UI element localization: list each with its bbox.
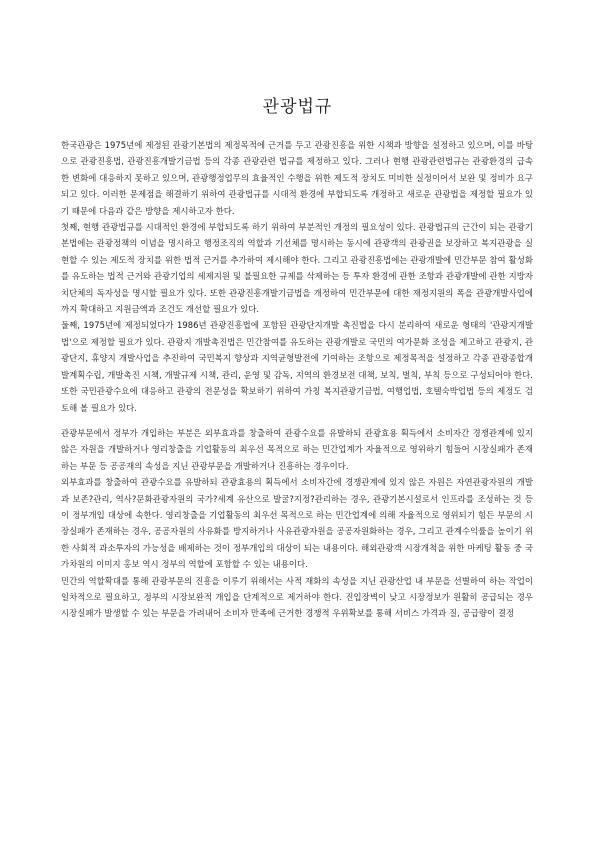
document-title: 관광법규 xyxy=(262,97,333,117)
paragraph-government-role: 관광부문에서 정부가 개입하는 부분은 외부효과를 창출하여 관광수요를 유발하되 관광효용 획득에서 소비자간 경쟁관계에 있지 않은 자원을 개발하거나 영리창출을 기업활동의 최우선 목적으로 하는 민간업계가 자율적으로 영위하기 힘들어 시장실패가 존재하는 부문 등 공공재의 속성을 지닌 관광부문을 개발하거나 진흥하는 경우이다. xyxy=(61,427,533,471)
paragraph-second: 둘째, 1975년에 제정되었다가 1986년 관광진흥법에 포함된 관광단지개발 촉진법을 다시 분리하여 새로운 형태의 '관광지개발법'으로 제정할 필요가 있다. 관광지 개발촉진법은 민간참여를 유도하는 관광개발로 국민의 여가문화 조성을 제고하고 관광지, 관광단지, 휴양지 개발사업을 추진하여 국민복지 향상과 지역균형발전에 기여하는 조항으로 제정목적을 설정하고 각종 관광종합개발계획수립, 개발촉진 시책, 개발규제 시책, 관리, 운영 및 감독, 지역의 환경보전 대책, 보칙, 벌칙, 부칙 등으로 구성되어야 한다. 또한 국민관광수요에 대응하고 관광의 전문성을 확보하기 위하여 가칭 복지관광기금법, 여행업법, 호텔숙박업법 등의 제정도 검토해 볼 필요가 있다. xyxy=(61,320,533,413)
paragraph-intro: 한국관광은 1975년에 제정된 관광기본법의 제정목적에 근거를 두고 관광진흥을 위한 시책과 방향을 설정하고 있으며, 이를 바탕으로 관광진흥법, 관광진흥개발기금법 등의 각종 관광관련 법규를 제정하고 있다. 그러나 현행 관광관련법규는 관광환경의 급속한 변화에 대응하지 못하고 있으며, 관광행정업무의 효율적인 수행을 위한 제도적 장치도 미비한 실정이어서 보완 및 정비가 요구되고 있다. 이러한 문제점을 해결하기 위하여 관광법규를 시대적 환경에 부합되도록 개정하고 새로운 관광법을 제정할 필요가 있기 때문에 다음과 같은 방향을 제시하고자 한다. xyxy=(61,140,533,216)
paragraph-external-effects: 외부효과를 창출하여 관광수요를 유발하되 관광효용의 획득에서 소비자간에 경쟁관계에 있지 않은 자원은 자연관광자원의 개발과 보존?관리, 역사?문화관광자원의 국가?세계 유산으로 발굴?지정?관리하는 경우, 관광기본시설로서 인프라를 조성하는 것 등이 정부개입 대상에 속한다. 영리창출을 기업활동의 최우선 목적으로 하는 민간업계에 의해 자율적으로 영위되기 힘든 부문의 시장실패가 존재하는 경우, 공공자원의 사유화를 방지하거나 사유관광자원을 공공자원화하는 경우, 그리고 관계수익률을 높이기 위한 사회적 과소투자의 가능성을 배제하는 것이 정부개입의 대상이 되는 내용이다. 해외관광객 시장개척을 위한 마케팅 활동 중 국가차원의 이미지 홍보 역시 정부의 역할에 포함할 수 있는 내용이다. xyxy=(61,477,533,570)
paragraph-private-role: 민간의 역할확대를 통해 관광부문의 진흥을 이루기 위해서는 사적 재화의 속성을 지닌 관광산업 내 부문을 선별하여 하는 작업이 일차적으로 필요하고, 정부의 시장보완적 개입을 단계적으로 제거하야 한다. 진입장벽이 낮고 시장정보가 원활히 공급되는 경우 시장실패가 발생할 수 있는 부문을 가려내어 소비자 만족에 근거한 경쟁적 우위확보를 통해 서비스 가격과 질, 공급량이 결정 xyxy=(61,575,533,619)
document-body xyxy=(61,137,533,622)
section-spacer xyxy=(61,416,533,425)
paragraph-first: 첫째, 현행 관광법규를 시대적인 환경에 부합되도록 하기 위하여 부분적인 개정의 필요성이 있다. 관광법규의 근간이 되는 관광기본법에는 관광정책의 이념을 명시하고 행정조직의 역할과 기선체를 명시하는 동시에 관광객의 관광권을 보장하고 복지관광을 실현할 수 있는 제도적 장치를 위한 법적 근거를 추가하여 제시해야 한다. 그리고 관광진흥법에는 관광개발에 민간부문 참여 활성화를 유도하는 법적 근거와 관광기업의 세제지원 및 불필요한 규제를 삭제하는 등 투자 환경에 관한 조항과 관광개발에 관한 지방자치단체의 독자성을 명시할 필요가 있다. 또한 관광진흥개발기금법을 개정하여 민간부문에 대한 재정지원의 폭을 관광개발사업에 까지 확대하고 지원금액과 조건도 개선할 필요가 있다. xyxy=(61,222,533,315)
